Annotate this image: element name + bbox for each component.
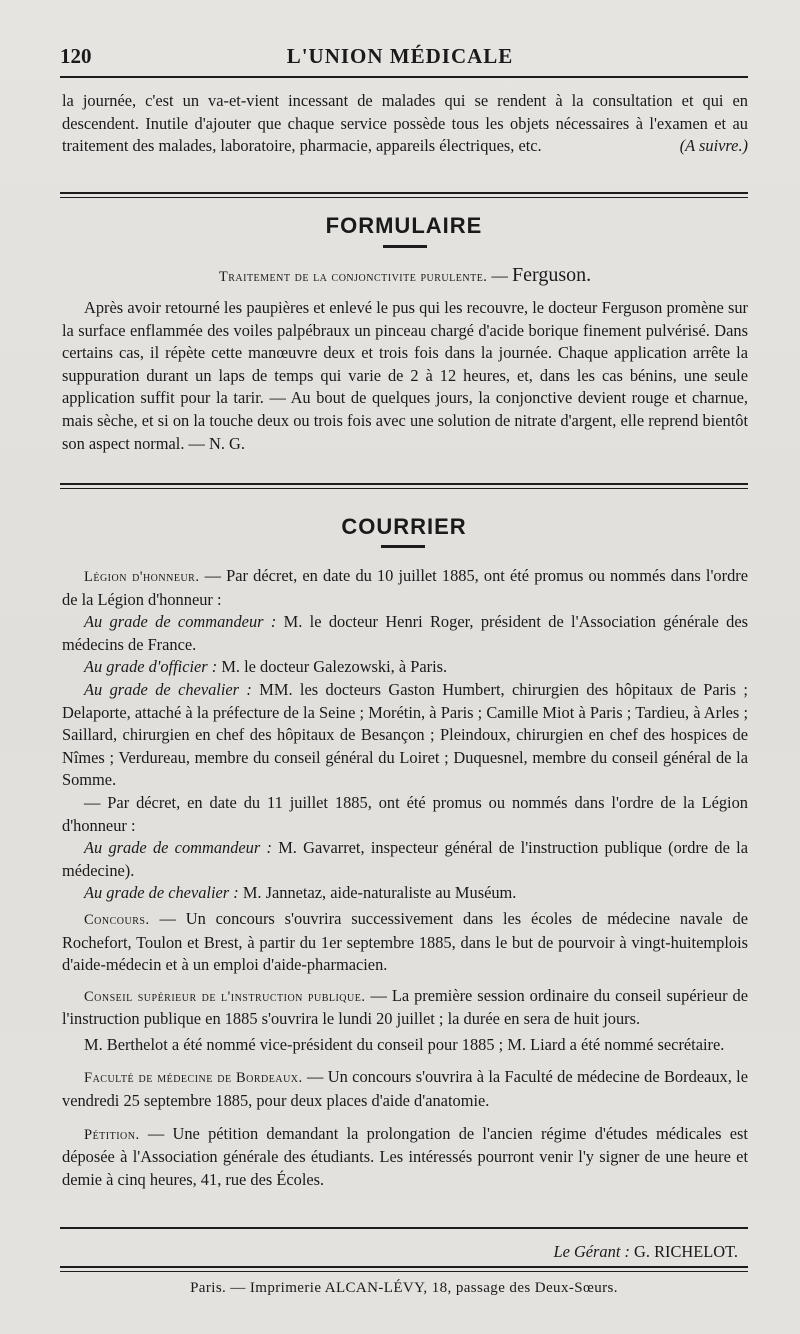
suite-note: (A suivre.) [679,136,748,156]
decret-paragraph: — Par décret, en date du 11 juillet 1885, ont été promus ou nommés dans l'ordre de la Légion d'honneur : [62,792,748,835]
printer-imprint: Paris. — Imprimerie ALCAN-LÉVY, 18, passage des Deux-Sœurs. [190,1280,618,1296]
section-title-courrier: COURRIER [341,514,467,539]
title-dash [381,545,425,548]
petition-paragraph: Pétition. — Une pétition demandant la prolongation de l'ancien régime d'études médicales est déposée à l'Association générale des étudiants. Les intéressés pourront venir l'y signer de une heure et demie à cinq heures, 41, rue des Écoles. [62,1123,748,1189]
section-title-formulaire: FORMULAIRE [325,213,483,238]
footer-rule [60,1227,748,1229]
title-dash [383,245,427,248]
section-divider [60,192,748,198]
intro-block [62,90,748,158]
running-header [60,38,740,78]
header-rule [60,76,748,78]
section-divider [60,483,748,489]
subhead-author: Ferguson. [512,264,592,286]
signature-label: Le Gérant : [553,1242,630,1261]
commandeur-paragraph: Au grade de commandeur : M. le docteur Henri Roger, président de l'Association générale des médecins de France. [62,612,748,654]
concours-paragraph: Concours. — Un concours s'ouvrira successivement dans les écoles de médecine navale de Rochefort, Toulon et Brest, à partir du 1er septembre 1885, dans le but de pourvoir à vingt-huitemplois d'aide-médecin et à un emploi d'aide-pharmacien. [62,908,748,975]
section-divider [60,1266,748,1272]
legion-paragraph: Légion d'honneur. — Par décret, en date du 10 juillet 1885, ont été promus ou nommés dans l'ordre de la Légion d'honneur : [62,566,749,609]
conseil-paragraph: Conseil supérieur de l'instruction publique. — La première session ordinaire du conseil supérieur de l'instruction publique en 1885 s'ouvrira le lundi 20 juillet ; la durée en sera de huit jours. [62,985,748,1029]
officier-paragraph: Au grade d'officier : M. le docteur Galezowski, à Paris. [84,657,448,677]
intro-paragraph: la journée, c'est un va-et-vient incessant de malades qui se rendent à la consultation et qui en descendent. Inutile d'ajouter que chaque service possède tous les objets nécessaires à l'examen et au traitement des malades, laboratoire, pharmacie, appareils électriques, etc. [62,91,748,156]
signature-name: G. RICHELOT. [634,1242,738,1261]
chevalier-paragraph: Au grade de chevalier : MM. les docteurs Gaston Humbert, chirurgien des hôpitaux de Paris ; Delaporte, attaché à la préfecture de la Seine ; Morétin, à Paris ; Camille Miot à Paris ; Tardieu, à Arles ; Saillard, chirurgien en chef des hôpitaux de Besançon ; Pleindoux, chirurgien en chef des hospices de Nîmes ; Verdureau, membre du conseil général du Loiret ; Duquesnel, membre du conseil général de la Somme. [62,679,748,790]
legion-label: Légion d'honneur. [84,569,200,585]
courrier-body [62,565,748,1191]
chevalier-paragraph: Au grade de chevalier : M. Jannetaz, aide-naturaliste au Muséum. [84,883,517,903]
commandeur-paragraph: Au grade de commandeur : M. Gavarret, inspecteur général de l'instruction publique (ordre de la médecine). [62,838,748,880]
faculte-paragraph: Faculté de médecine de Bordeaux. — Un concours s'ouvrira à la Faculté de médecine de Bordeaux, le vendredi 25 septembre 1885, pour deux places d'aide d'anatomie. [62,1067,748,1111]
page-number: 120 [60,44,92,68]
formulaire-subhead: Traitement de la conjonctivite purulente. — Ferguson. [218,264,592,286]
signature [553,1242,738,1262]
formulaire-paragraph: Après avoir retourné les paupières et enlevé le pus qui les recouvre, le docteur Ferguson promène sur la surface enflammée des voiles palpébraux un pinceau chargé d'acide borique finement pulvérisé. Dans certains cas, il répète cette manœuvre deux et trois fois dans la journée. Chaque application arrête la suppuration durant un laps de temps qui varie de 2 à 12 heures, et, dans les cas bénins, une seule application suffit pour la tarir. — Au bout de quelques jours, la conjonctive devient rouge et charnue, mais sèche, et si on la touche deux ou trois fois avec une solution de nitrate d'argent, elle reprend bientôt son aspect normal. — N. G. [62,298,748,453]
journal-title: L'UNION MÉDICALE [286,44,514,68]
berthelot-paragraph: M. Berthelot a été nommé vice-président du conseil pour 1885 ; M. Liard a été nommé secrétaire. [84,1034,725,1054]
subhead-label: Traitement de la conjonctivite purulente. [218,269,488,285]
